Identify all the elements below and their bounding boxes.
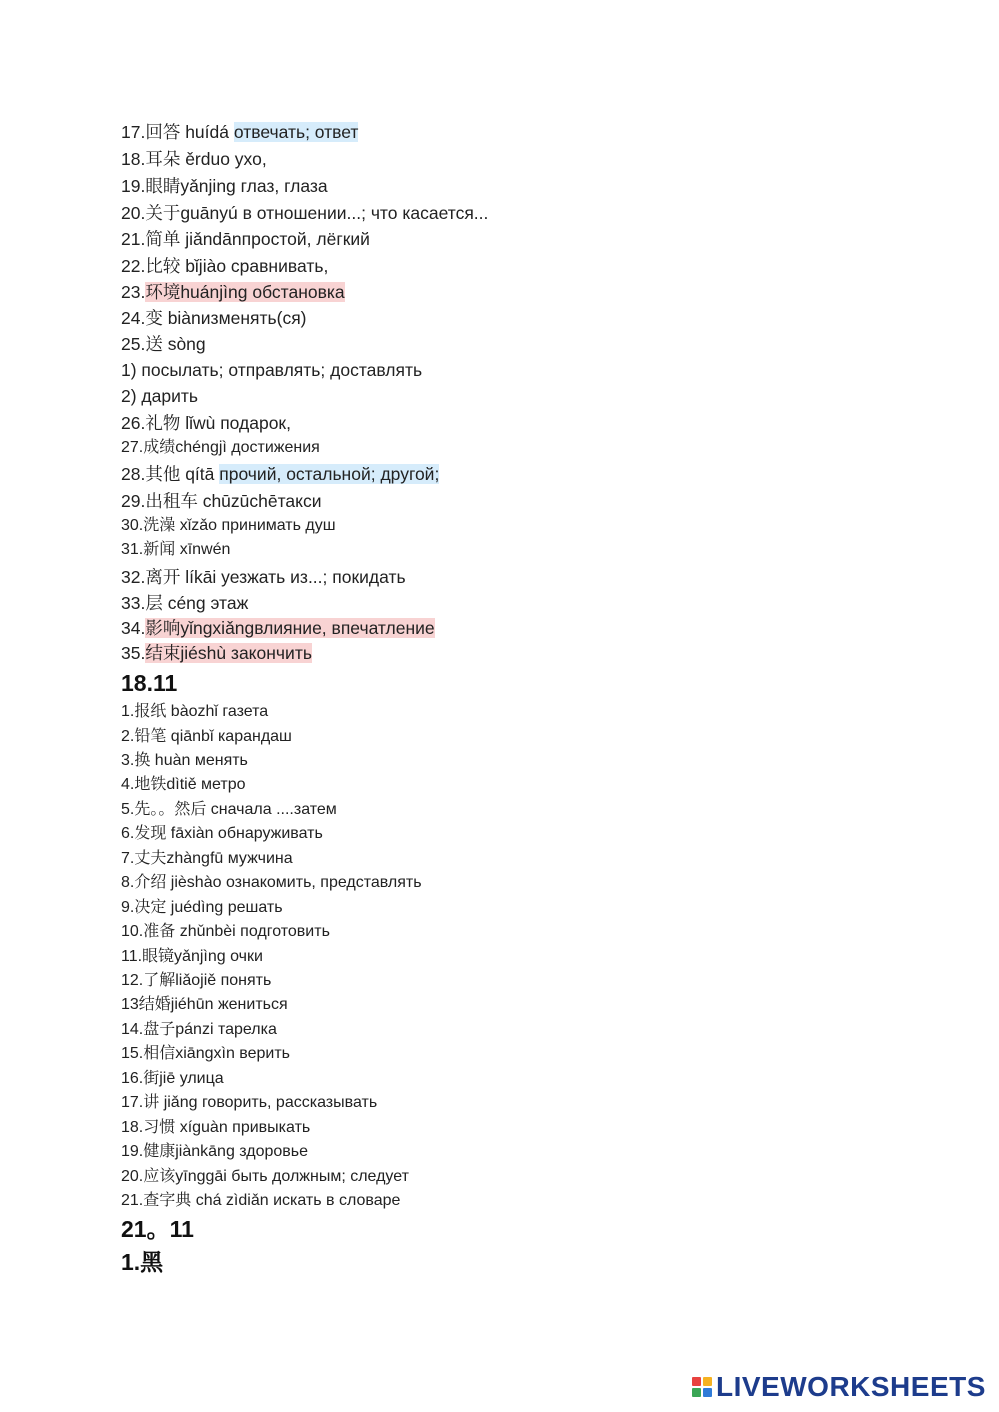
vocab-item: 7.丈夫zhàngfū мужчина [121,849,293,867]
vocab-item: 9.决定 juédìng решать [121,898,283,916]
vocab-item: 20.应该yīnggāi быть должным; следует [121,1167,409,1185]
vocab-item [121,121,358,143]
vocab-item [121,202,488,224]
vocab-item [121,617,435,639]
vocab-item [121,281,345,303]
vocab-text: 32.离开 líkāi уезжать из...; покидать [121,567,406,587]
vocab-text: 23. [121,282,146,302]
vocab-text: 2) дарить [121,386,199,406]
vocab-item [121,385,198,407]
vocab-item: 6.发现 fāxiàn обнаруживать [121,825,323,843]
vocab-item: 4.地铁dìtiě метро [121,776,246,794]
vocab-item [121,333,206,355]
vocab-item [121,540,230,560]
vocab-item [121,490,322,512]
vocab-item: 1.报纸 bàozhǐ газета [121,703,269,720]
vocab-item: 5.先。。然后 сначала ....затем [121,800,337,818]
vocab-item: 3.换 huàn менять [121,751,248,769]
vocab-item: 21.查字典 chá zìdiǎn искать в словаре [121,1192,401,1209]
highlighted-text: 结束jiéshù закончить [145,643,312,663]
vocab-text: 30.洗澡 xǐzǎo принимать душ [121,517,336,534]
vocab-item [121,566,406,588]
vocab-item: 2.铅笔 qiānbǐ карандаш [121,727,292,745]
vocab-item: 10.准备 zhǔnbèi подготовить [121,923,330,940]
vocab-text: 27.成绩chéngjì достижения [121,439,320,456]
vocab-text: 33.层 céng этаж [121,593,249,613]
vocab-item [121,516,336,536]
vocab-text: 24.变 biànизменять(ся) [121,308,307,328]
vocab-item [121,148,267,170]
vocab-item [121,307,307,329]
vocab-text: 21.简单 jiǎndānпростой, лёгкий [121,229,370,249]
vocab-item: 19.健康jiànkāng здоровье [121,1143,309,1161]
highlighted-text: отвечать; ответ [233,122,359,142]
liveworksheets-logo-icon [692,1377,712,1397]
vocab-text: 28.其他 qítā [121,464,220,484]
vocab-text: 1) посылать; отправлять; доставлять [121,360,423,380]
vocab-item: 12.了解liǎojiě понять [121,972,272,989]
vocab-item [121,463,439,485]
vocab-item [121,592,248,614]
vocab-item: 15.相信xiāngxìn верить [121,1045,291,1063]
vocab-text: 31.新闻 xīnwén [121,541,231,558]
vocab-text: 35. [121,643,146,663]
vocab-item: 8.介绍 jièshào ознакомить, представлять [121,874,422,892]
vocab-item [121,359,422,381]
liveworksheets-logo [692,1372,986,1402]
vocab-text: 22.比较 bǐjiào сравнивать, [121,256,329,276]
vocab-text: 20.关于guānyú в отношении...; что касается... [121,203,489,223]
date-heading-21-11: 21。11 [121,1216,194,1242]
vocab-text: 18.耳朵 ěrduo ухо, [121,149,267,169]
vocab-item: 13结婚jiéhūn жениться [121,996,288,1014]
vocab-item [121,255,328,277]
date-heading-18-11: 18.11 [121,670,178,696]
vocab-item: 11.眼镜yǎnjìng очки [121,947,263,965]
vocab-text: 25.送 sòng [121,334,206,354]
vocab-text: 26.礼物 lǐwù подарок, [121,413,291,433]
highlighted-text: прочий, остальной; другой; [219,464,440,484]
vocab-item [121,642,312,664]
vocab-item: 14.盘子pánzi тарелка [121,1020,277,1038]
logo-text: LIVEWORKSHEETS [716,1371,986,1402]
vocab-text: 34. [121,618,146,638]
vocab-text: 17.回答 huídá [121,122,234,142]
vocab-item [121,412,291,434]
vocab-item: 18.习惯 xíguàn привыкать [121,1118,311,1136]
item-heading-1: 1.黑 [121,1249,164,1275]
vocab-text: 29.出租车 chūzūchēтакси [121,491,322,511]
highlighted-text: 影响yǐngxiǎngвлияние, впечатление [145,618,435,638]
vocab-text: 19.眼睛yǎnjing глаз, глаза [121,176,328,196]
highlighted-text: 环境huánjìng обстановка [145,282,345,302]
vocab-item [121,175,328,197]
vocab-item: 17.讲 jiǎng говорить, рассказывать [121,1094,378,1112]
vocab-item [121,438,320,458]
vocab-item [121,228,370,250]
vocab-item: 16.街jiē улица [121,1069,224,1087]
